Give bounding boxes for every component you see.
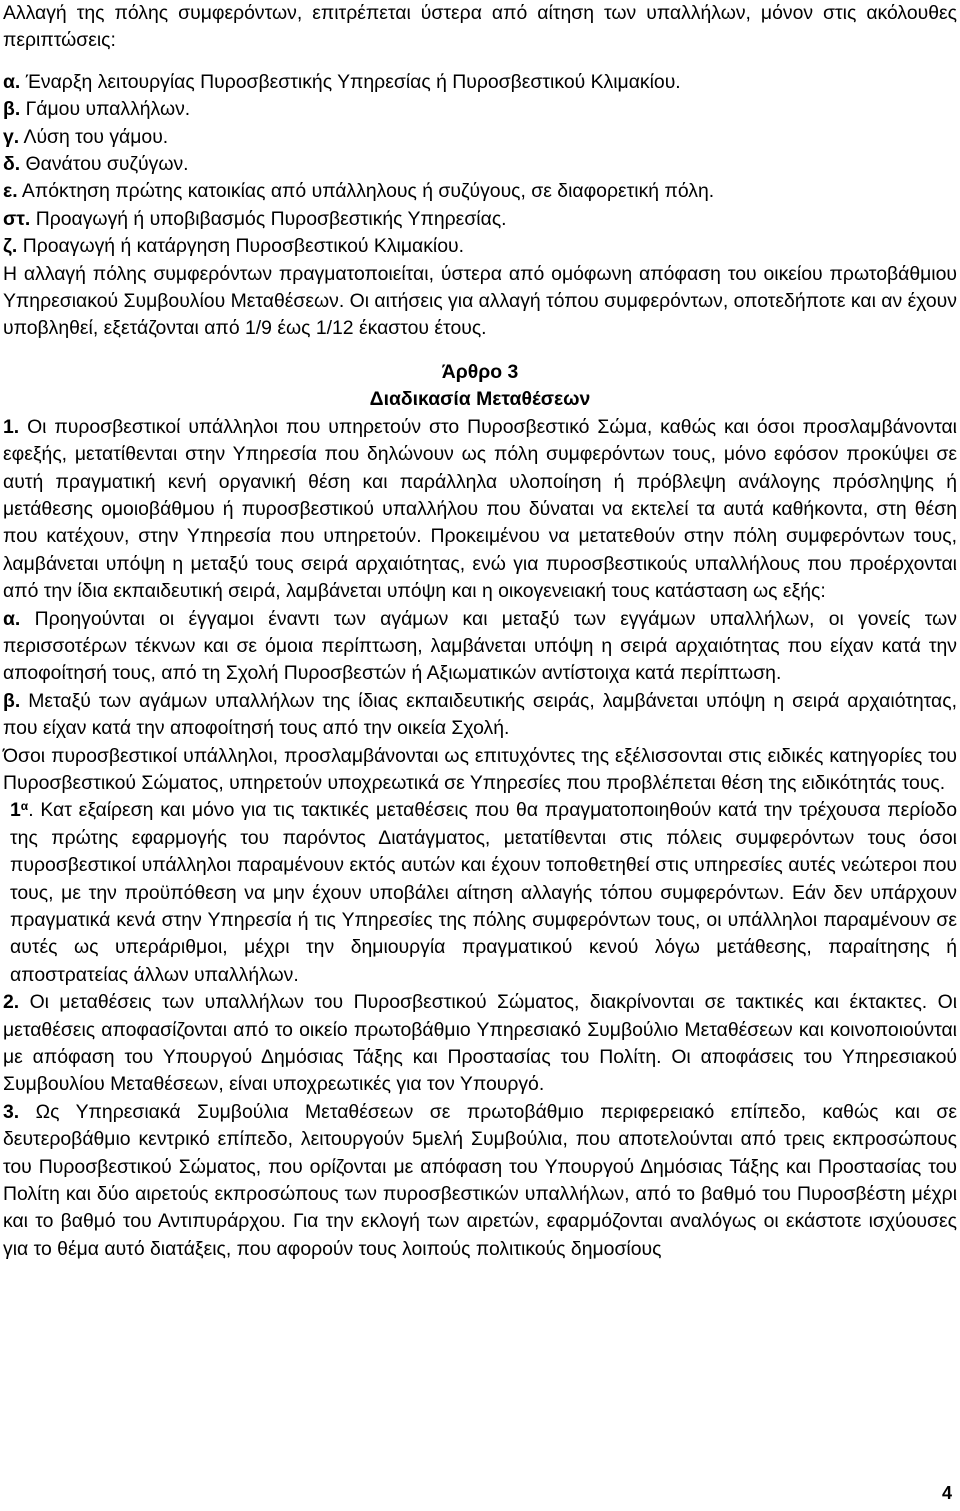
paragraph-1-alpha: $1^\alpha$. Κατ εξαίρεση και μόνο για τις τακτικές μεταθέσεις που θα πραγματοποιηθούν κατά την τρέχουσα περίοδο της πρώτης εφαρμογής του παρόντος Διατάγματος, μετατίθενται στις πόλεις συμφερόντων τους όσοι πυροσβεστικοί υπάλληλοι παραμένουν εκτός αυτών και έχουν τοποθετηθεί στις υπηρεσίες αυτές νεώτεροι που τους, με την προϋπόθεση να μην έχουν υποβάλει αίτηση αλλαγής τόπου συμφερόντων. Εάν δεν υπάρχουν πραγματικά κενά στην Υπηρεσία ή τις Υπηρεσίες της πόλης συμφερόντων τους, οι υπάλληλοι παραμένουν σε αυτές ως υπεράριθμοι, μέχρι την δημιουργία πραγματικού κενού λόγω μετάθεσης, παραίτησης ή αποστρατείας άλλων υπαλλήλων. <box>10 799 957 986</box>
article-title: Διαδικασία Μεταθέσεων <box>369 388 591 411</box>
list-item: δ. Θανάτου συζύγων. <box>3 153 189 176</box>
list-item: β. Γάμου υπαλλήλων. <box>3 98 191 121</box>
list-item: στ. Προαγωγή ή υποβιβασμός Πυροσβεστικής Υπηρεσίας. <box>3 207 507 230</box>
list-item: α. Έναρξη λειτουργίας Πυροσβεστικής Υπηρεσίας ή Πυροσβεστικού Κλιμακίου. <box>3 70 681 93</box>
paragraph-2: 2. Οι μεταθέσεις των υπαλλήλων του Πυροσβεστικού Σώματος, διακρίνονται σε τακτικές και έκτακτες. Οι μεταθέσεις αποφασίζονται από το οικείο πρωτοβάθμιο Υπηρεσιακό Συμβούλιο Μεταθέσεων και κοινοποιούνται με απόφαση του Υπουργού Δημόσιας Τάξης και Προστασίας του Πολίτη. Οι αποφάσεις του Υπηρεσιακού Συμβουλίου Μεταθέσεων, είναι υποχρεωτικές για τον Υπουργό. <box>3 991 957 1096</box>
intro-paragraph: Αλλαγή της πόλης συμφερόντων, επιτρέπεται ύστερα από αίτηση των υπαλλήλων, μόνον στις ακόλουθες περιπτώσεις: <box>3 2 957 52</box>
page-number: 4 <box>941 1482 952 1503</box>
paragraph-1-b: β. Μεταξύ των αγάμων υπαλλήλων της ίδιας εκπαιδευτικής σειράς, λαμβάνεται υπόψη η σειρά αρχαιότητας, που είχαν κατά την αποφοίτησή τους από την οικεία Σχολή. <box>3 689 957 740</box>
paragraph-special-categories: Όσοι πυροσβεστικοί υπάλληλοι, προσλαμβάνονται ως επιτυχόντες της εξέλισσονται στις ειδικές κατηγορίες του Πυροσβεστικού Σώματος, υπηρετούν υποχρεωτικά σε Υπηρεσίες που προβλέπεται θέση της ειδικότητάς τους. <box>3 744 957 794</box>
paragraph-1: 1. Οι πυροσβεστικοί υπάλληλοι που υπηρετούν στο Πυροσβεστικό Σώμα, καθώς και όσοι προσλαμβάνονται εφεξής, μετατίθενται στην Υπηρεσία που δηλώνουν ως πόλη συμφερόντων τους, μόνο εφόσον προκύψει σε αυτή πραγματική κενή οργανική θέση και παράλληλα υλοποίηση ή πρόβλεψη ανάλογης πρόσληψης ή μετάθεσης ομοιοβάθμου ή πυροσβεστικού υπαλλήλου που δύναται να εκτελεί τα αυτά καθήκοντα, στη θέση που κατέχουν, στην Υπηρεσία που υπηρετούν. Προκειμένου να μετατεθούν στην πόλη συμφερόντων τους, λαμβάνεται υπόψη η μεταξύ τους σειρά αρχαιότητας, ενώ για πυροσβεστικούς υπαλλήλους που προέρχονται από την ίδια εκπαιδευτική σειρά, λαμβάνεται υπόψη και η οικογενειακή τους κατάσταση ως εξής: <box>3 415 957 603</box>
cases-list <box>3 69 957 261</box>
list-item: ε. Απόκτηση πρώτης κατοικίας από υπάλληλους ή συζύγους, σε διαφορετική πόλη. <box>3 180 715 203</box>
document-page <box>3 0 957 1263</box>
article-number: Άρθρο 3 <box>441 360 519 383</box>
change-paragraph: Η αλλαγή πόλης συμφερόντων πραγματοποιείται, ύστερα από ομόφωνη απόφαση του οικείου πρωτοβάθμιου Υπηρεσιακού Συμβουλίου Μεταθέσεων. Οι αιτήσεις για αλλαγή τόπου συμφερόντων, οποτεδήποτε και αν έχουν υποβληθεί, εξετάζονται από 1/9 έως 1/12 έκαστου έτους. <box>3 262 957 340</box>
list-item: γ. Λύση του γάμου. <box>3 125 169 148</box>
paragraph-1-a: α. Προηγούνται οι έγγαμοι έναντι των αγάμων και μεταξύ των εγγάμων υπαλλήλων, οι γονείς των περισσοτέρων τέκνων και σε όμοια περίπτωση, λαμβάνεται υπόψη η σειρά αρχαιότητας που είχαν κατά την αποφοίτησή τους, από τη Σχολή Πυροσβεστών ή Αξιωματικών αντίστοιχα κατά περίπτωση. <box>3 607 957 685</box>
paragraph-3: 3. Ως Υπηρεσιακά Συμβούλια Μεταθέσεων σε πρωτοβάθμιο περιφερειακό επίπεδο, καθώς και σε δευτεροβάθμιο κεντρικό επίπεδο, λειτουργούν 5μελή Συμβούλια, που αποτελούνται από τρεις εκπροσώπους του Πυροσβεστικού Σώματος, που ορίζονται με απόφαση του Υπουργού Δημόσιας Τάξης και Προστασίας του Πολίτη και δύο αιρετούς εκπροσώπους των πυροσβεστικών υπαλλήλων, από το βαθμό του Πυροσβέστη μέχρι και το βαθμό του Αντιπυράρχου. Για την εκλογή των αιρετών, εφαρμόζονται αναλόγως οι εκάστοτε ισχύουσες για το θέμα αυτό διατάξεις, που αφορούν τους λοιπούς πολιτικούς δημοσίους <box>3 1100 957 1260</box>
list-item: ζ. Προαγωγή ή κατάργηση Πυροσβεστικού Κλιμακίου. <box>3 235 464 258</box>
